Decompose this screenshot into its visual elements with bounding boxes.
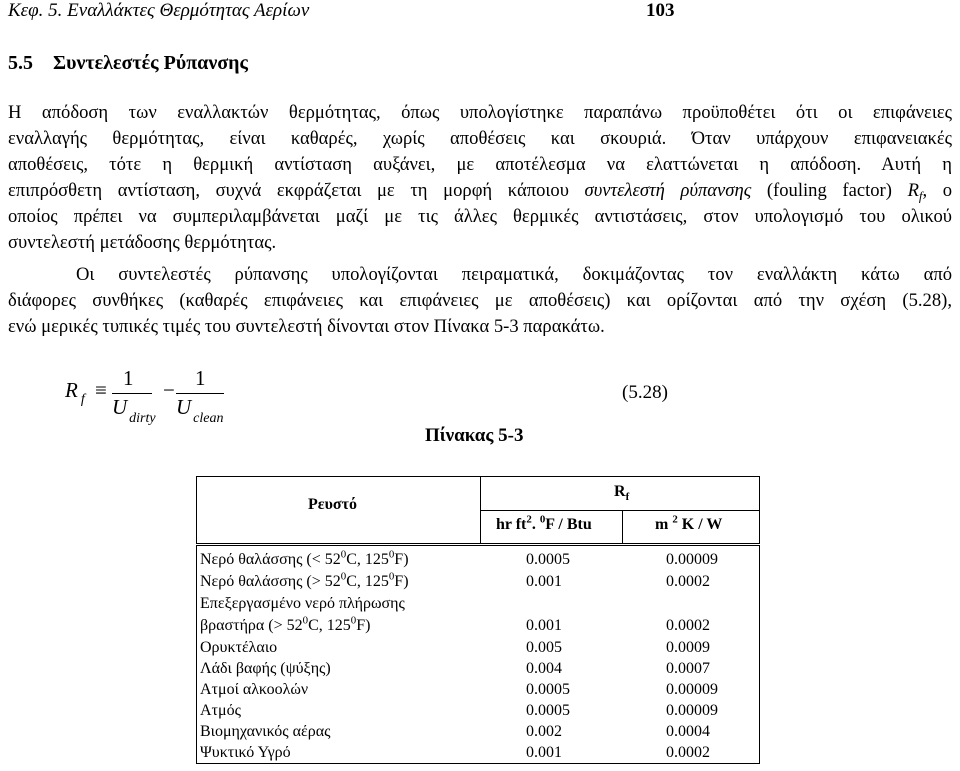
table-cell-fluid: Ψυκτικό Υγρό	[200, 744, 291, 761]
table-cell-fluid: Λάδι βαφής (ψύξης)	[200, 660, 331, 677]
eq-lhs: R $_f$	[65, 378, 85, 407]
text-line: αποθέσεις, τότε η θερμική αντίσταση αυξάνει, με αποτέλεσμα να ελαττώνεται η απόδοση. Αυτή η	[8, 154, 952, 175]
text-line: ενώ μερικές τυπικές τιμές του συντελεστή δίνονται στον Πίνακα 5-3 παρακάτω.	[8, 316, 605, 337]
table-cell-imperial: 0.002	[526, 723, 562, 740]
running-header: Κεφ. 5. Εναλλάκτες Θερμότητας Αερίων	[8, 0, 310, 21]
table-cell-si: 0.0007	[666, 660, 710, 677]
unit-imperial: hr $ft^2$. $^0$F / Btu	[496, 513, 592, 533]
table-caption: Πίνακας 5-3	[425, 425, 524, 446]
table-cell-si: 0.0002	[666, 573, 710, 590]
table-cell-fluid: Ορυκτέλαιο	[200, 639, 278, 656]
text-line: εναλλαγής θερμότητας, είναι καθαρές, χωρίς αποθέσεις και σκουριά. Όταν υπάρχουν επιφανειακές	[8, 128, 952, 149]
paragraph-2	[8, 262, 952, 340]
column-header-rf: $R_f$	[614, 483, 630, 504]
text-line: οποίος πρέπει να συμπεριλαμβάνεται μαζί με τις άλλες θερμικές αντιστάσεις, στον υπολογισμό του ολικού	[8, 206, 952, 227]
table-cell-imperial: 0.005	[526, 639, 562, 656]
table-unit-divider	[480, 510, 759, 511]
eq-denominator-2: U $_{clean}$	[176, 395, 224, 426]
page-number: 103	[646, 0, 675, 21]
table-cell-imperial: 0.001	[526, 617, 562, 634]
column-header-fluid: Ρευστό	[308, 496, 357, 513]
paragraph-1	[8, 100, 952, 256]
table-cell-imperial: 0.001	[526, 744, 562, 761]
table-cell-imperial: 0.0005	[526, 551, 570, 568]
table-cell-imperial: 0.0005	[526, 681, 570, 698]
table-cell-fluid: Επεξεργασμένο νερό πλήρωσης	[200, 595, 405, 612]
text-line: Η απόδοση των εναλλακτών θερμότητας, όπως υπολογίστηκε παραπάνω προϋποθέτει ότι οι επιφάνειες	[8, 102, 952, 123]
section-number: 5.5	[8, 52, 33, 74]
table-cell-si: 0.00009	[666, 702, 718, 719]
table-cell-imperial: 0.004	[526, 660, 562, 677]
equation-number: (5.28)	[622, 382, 668, 403]
eq-relation: ≡	[95, 378, 107, 402]
table-cell-si: 0.0002	[666, 744, 710, 761]
eq-fraction-bar-2	[176, 393, 224, 394]
eq-numerator-2: 1	[195, 366, 206, 390]
eq-denominator-1: U $_{dirty}$	[112, 395, 156, 426]
table-cell-imperial: 0.001	[526, 573, 562, 590]
table-cell-fluid: Νερό θαλάσσης (< $52^0C$, $125^0F$)	[200, 548, 409, 568]
table-cell-fluid: Ατμός	[200, 702, 241, 719]
table-unit-split	[622, 510, 623, 543]
table-cell-fluid: Ατμοί αλκοολών	[200, 681, 309, 698]
table-cell-fluid: Βιομηχανικός αέρας	[200, 723, 331, 740]
table-cell-fluid: βραστήρα (> $52^0C$, $125^0F$)	[200, 614, 371, 634]
table-cell-si: 0.0009	[666, 639, 710, 656]
section-title: Συντελεστές Ρύπανσης	[53, 52, 248, 74]
eq-minus: −	[163, 378, 175, 402]
unit-si: m $^2$ K / W	[655, 513, 723, 533]
text-line: Οι συντελεστές ρύπανσης υπολογίζονται πειραματικά, δοκιμάζοντας τον εναλλάκτη κάτω από	[76, 264, 952, 285]
eq-fraction-bar-1	[112, 393, 152, 394]
table-cell-si: 0.00009	[666, 551, 718, 568]
table-cell-si: 0.0002	[666, 617, 710, 634]
table-cell-imperial: 0.0005	[526, 702, 570, 719]
text-line: συντελεστή μετάδοσης θερμότητας.	[8, 232, 277, 253]
text-line: επιπρόσθετη αντίσταση, συχνά εκφράζεται με τη μορφή κάποιου συντελεστή ρύπανσης (fouling factor) $R_f$, ο	[8, 180, 952, 204]
text-line: διάφορες συνθήκες (καθαρές επιφάνειες και επιφάνειες με αποθέσεις) και ορίζονται από την σχέση (5.28),	[8, 290, 952, 311]
eq-numerator-1: 1	[123, 366, 134, 390]
section-heading	[8, 52, 248, 75]
table-cell-fluid: Νερό θαλάσσης (> $52^0C$, $125^0F$)	[200, 570, 409, 590]
table-cell-si: 0.0004	[666, 723, 710, 740]
table-cell-si: 0.00009	[666, 681, 718, 698]
